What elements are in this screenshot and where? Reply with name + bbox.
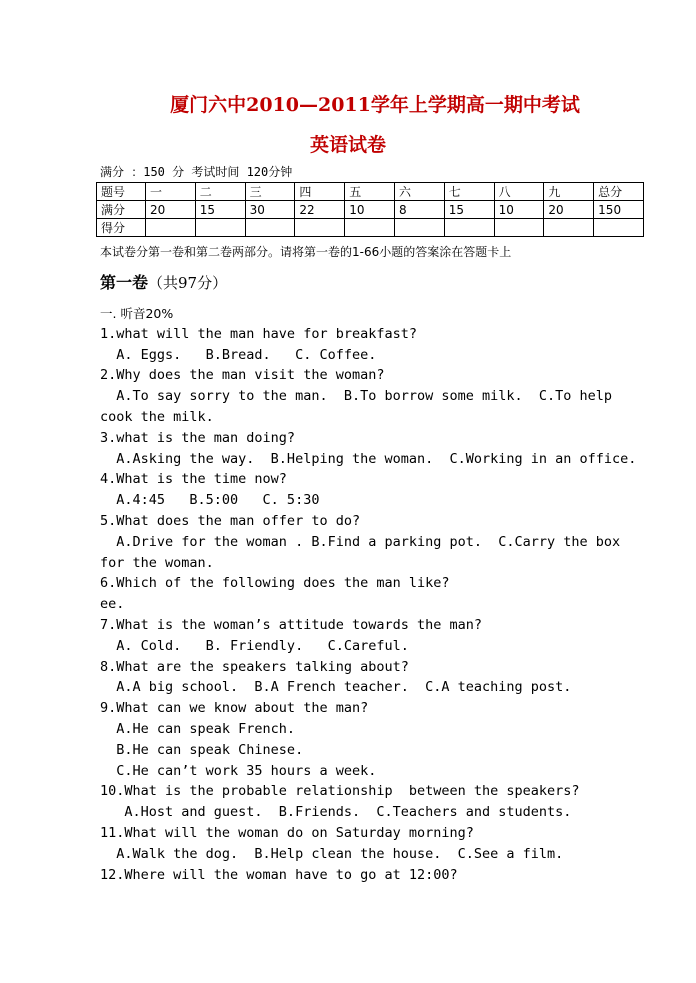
full-mark-cell: 20 <box>544 201 594 219</box>
options-line: ee. <box>100 596 125 612</box>
question-line: 4.What is the time now? <box>100 471 287 487</box>
options-line: A.Asking the way. B.Helping the woman. C.Working in an office. <box>100 451 637 467</box>
full-mark-cell: 15 <box>444 201 494 219</box>
options-line: for the woman. <box>100 555 214 571</box>
full-mark-cell: 10 <box>345 201 395 219</box>
options-line: A. Eggs. B.Bread. C. Coffee. <box>100 347 377 363</box>
score-table-header-row <box>97 183 644 201</box>
section-header: 六 <box>394 183 444 201</box>
question-line: 3.what is the man doing? <box>100 430 296 446</box>
section-header: 二 <box>195 183 245 201</box>
instructions-note: 本试卷分第一卷和第二卷两部分。请将第一卷的1-66小题的答案涂在答题卡上 <box>100 245 512 259</box>
question-line: 9.What can we know about the man? <box>100 700 369 716</box>
section-header: 七 <box>444 183 494 201</box>
question-line: 8.What are the speakers talking about? <box>100 659 409 675</box>
earned-cell[interactable] <box>195 219 245 237</box>
question-line: 7.What is the woman’s attitude towards the man? <box>100 617 483 633</box>
exam-subtitle: 英语试卷 <box>309 134 386 156</box>
section-header: 五 <box>345 183 395 201</box>
section-header: 一 <box>146 183 196 201</box>
full-mark-cell: 150 <box>594 201 644 219</box>
row-label: 题号 <box>97 183 146 201</box>
full-mark-cell: 20 <box>146 201 196 219</box>
row-label: 满分 <box>97 201 146 219</box>
score-table-earned-row <box>97 219 644 237</box>
options-line: A.To say sorry to the man. B.To borrow some milk. C.To help <box>100 388 613 404</box>
question-line: 1.what will the man have for breakfast? <box>100 326 417 342</box>
options-line: cook the milk. <box>100 409 214 425</box>
section-header: 九 <box>544 183 594 201</box>
earned-cell[interactable] <box>394 219 444 237</box>
options-line: A.Walk the dog. B.Help clean the house. C.See a film. <box>100 846 564 862</box>
section-name: 第一卷 <box>100 273 149 292</box>
options-line: C.He can’t work 35 hours a week. <box>100 763 377 779</box>
full-mark-cell: 15 <box>195 201 245 219</box>
full-mark-cell: 10 <box>494 201 544 219</box>
section-header: 总分 <box>594 183 644 201</box>
full-mark-cell: 30 <box>245 201 295 219</box>
earned-cell[interactable] <box>295 219 345 237</box>
options-line: A.He can speak French. <box>100 721 296 737</box>
row-label: 得分 <box>97 219 146 237</box>
options-line: A.4:45 B.5:00 C. 5:30 <box>100 492 320 508</box>
exam-meta: 满分 ：150 分 考试时间 120分钟 <box>100 165 293 179</box>
question-line: 6.Which of the following does the man like? <box>100 575 450 591</box>
earned-cell[interactable] <box>146 219 196 237</box>
section-header: 八 <box>494 183 544 201</box>
earned-cell[interactable] <box>594 219 644 237</box>
question-line: 2.Why does the man visit the woman? <box>100 367 385 383</box>
earned-cell[interactable] <box>345 219 395 237</box>
section-heading <box>100 270 227 293</box>
full-mark-cell: 8 <box>394 201 444 219</box>
full-mark-cell: 22 <box>295 201 345 219</box>
options-line: A.Drive for the woman . B.Find a parking pot. C.Carry the box <box>100 534 621 550</box>
score-table <box>96 182 644 237</box>
section-points: （共97分） <box>148 274 228 292</box>
options-line: A. Cold. B. Friendly. C.Careful. <box>100 638 409 654</box>
earned-cell[interactable] <box>245 219 295 237</box>
question-line: 10.What is the probable relationship between the speakers? <box>100 783 580 799</box>
part-heading: 一. 听音20% <box>100 306 174 321</box>
section-header: 四 <box>295 183 345 201</box>
options-line: A.Host and guest. B.Friends. C.Teachers and students. <box>100 804 572 820</box>
options-line: B.He can speak Chinese. <box>100 742 304 758</box>
earned-cell[interactable] <box>494 219 544 237</box>
earned-cell[interactable] <box>544 219 594 237</box>
earned-cell[interactable] <box>444 219 494 237</box>
question-line: 5.What does the man offer to do? <box>100 513 361 529</box>
question-line: 12.Where will the woman have to go at 12:00? <box>100 867 458 883</box>
score-table-full-marks-row <box>97 201 644 219</box>
question-line: 11.What will the woman do on Saturday morning? <box>100 825 474 841</box>
options-line: A.A big school. B.A French teacher. C.A teaching post. <box>100 679 572 695</box>
section-header: 三 <box>245 183 295 201</box>
exam-title: 厦门六中2010—2011学年上学期高一期中考试 <box>170 94 580 116</box>
